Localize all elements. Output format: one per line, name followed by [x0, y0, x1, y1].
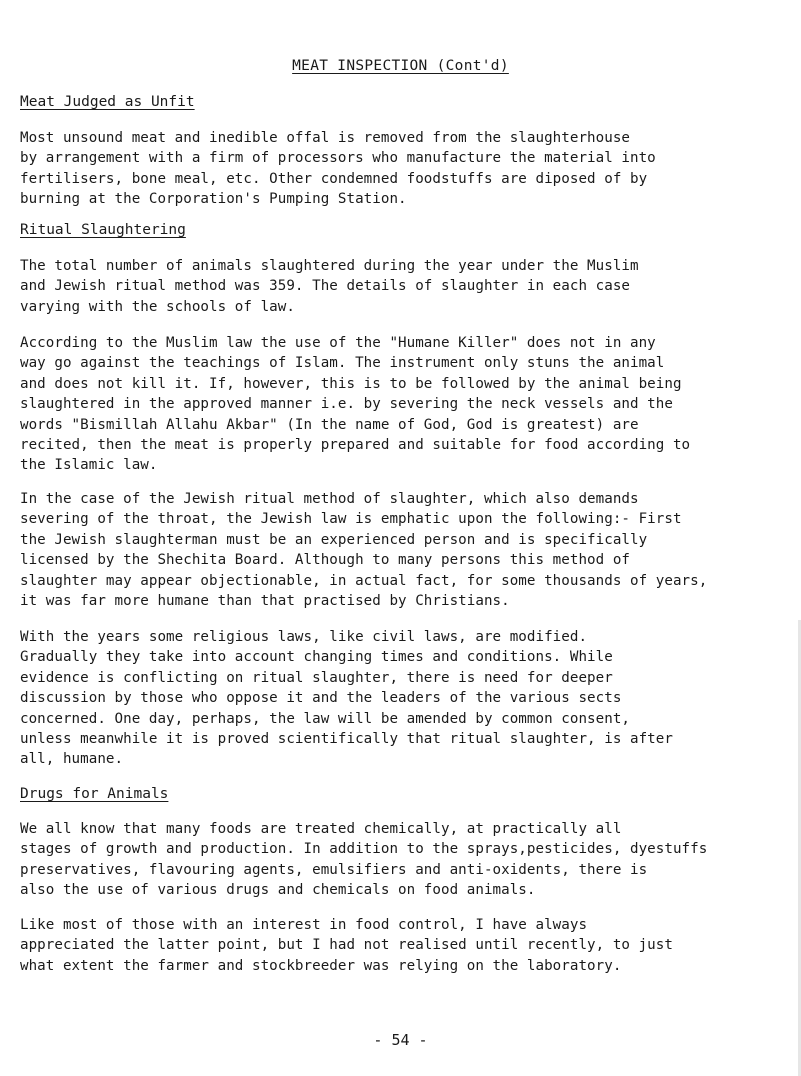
paragraph-muslim-law: According to the Muslim law the use of the "Humane Killer" does not in any way go against the teachings of Islam. The instrument only stuns the animal and does not kill it. If, however, this is to be followed by the animal being slaughtered in the approved manner i.e. by severing the neck vessels and the words "Bismillah Allahu Akbar" (In the name of God, God is greatest) are recited, then the meat is properly prepared and suitable for food according to the Islamic law.	[20, 335, 691, 474]
page-number: - 54 -	[373, 1031, 428, 1049]
paragraph-jewish-ritual: In the case of the Jewish ritual method of slaughter, which also demands severing of the throat, the Jewish law is emphatic upon the following:- First the Jewish slaughterman must be an experienced person and is specifically licensed by the Shechita Board. Although to many persons this method of slaughter may appear objectionable, in actual fact, for some thousands of years, it was far more humane than that practised by Christians.	[20, 491, 708, 610]
section-heading-ritual-slaughtering: Ritual Slaughtering	[20, 222, 186, 238]
paragraph-unfit-meat: Most unsound meat and inedible offal is removed from the slaughterhouse by arrangement with a firm of processors who manufacture the material into fertilisers, bone meal, etc. Other condemned foodstuffs are diposed of by burning at the Corporation's Pumping Station.	[20, 130, 656, 208]
page-title	[0, 58, 801, 74]
page-title-text: MEAT INSPECTION (Cont'd)	[292, 58, 509, 74]
section-heading-meat-judged-unfit: Meat Judged as Unfit	[20, 94, 195, 110]
paragraph-food-control: Like most of those with an interest in food control, I have always appreciated the latter point, but I had not realised until recently, to just what extent the farmer and stockbreeder was relying on the laboratory.	[20, 917, 673, 974]
section-heading-drugs-for-animals: Drugs for Animals	[20, 786, 169, 802]
paragraph-ritual-total: The total number of animals slaughtered during the year under the Muslim and Jewish ritual method was 359. The details of slaughter in each case varying with the schools of law.	[20, 258, 639, 315]
paragraph-chemical-treatment: We all know that many foods are treated chemically, at practically all stages of growth and production. In addition to the sprays,pesticides, dyestuffs preservatives, flavouring agents, emulsifiers and anti-oxidents, there is also the use of various drugs and chemicals on food animals.	[20, 821, 708, 899]
paragraph-religious-laws: With the years some religious laws, like civil laws, are modified. Gradually they take into account changing times and conditions. While evidence is conflicting on ritual slaughter, there is need for deeper discussion by those who oppose it and the leaders of the various sects concerned. One day, perhaps, the law will be amended by common consent, unless meanwhile it is proved scientifically that ritual slaughter, is after all, humane.	[20, 629, 673, 768]
